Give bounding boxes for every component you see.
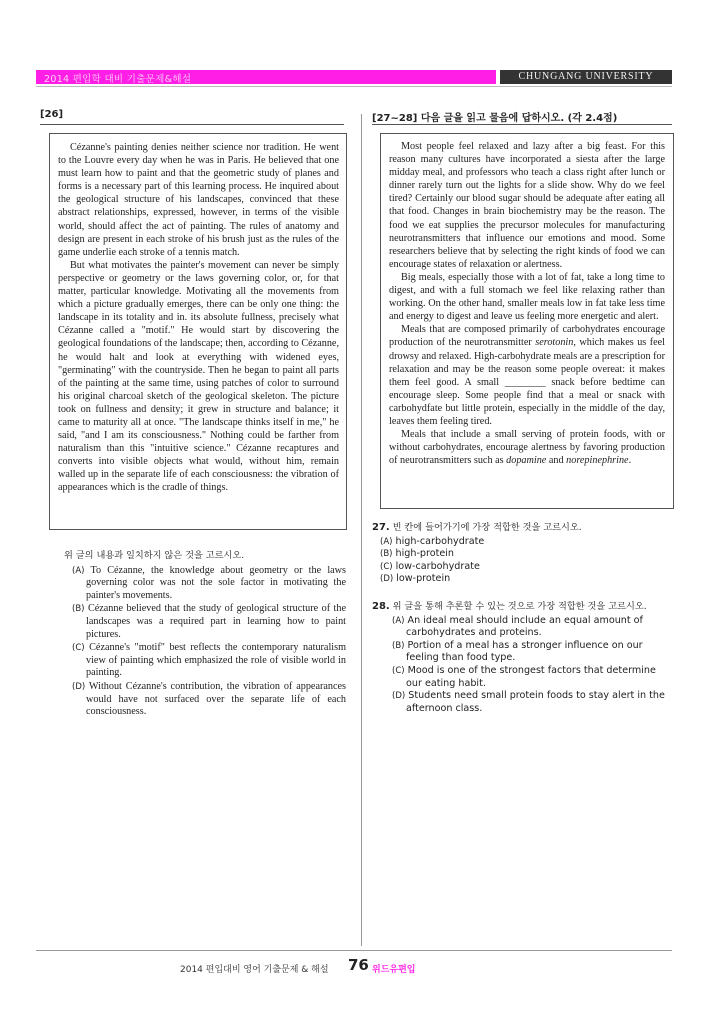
- term-serotonin: serotonin: [535, 337, 574, 349]
- passage-box-27-28: [380, 133, 674, 509]
- header-title: 2014 편입학 대비 기출문제&해설: [44, 74, 192, 85]
- passage-paragraph: Big meals, especially those with a lot of fat, take a long time to digest, and with a full stomach we feel like relaxing rather than working. On the other hand, smaller meals low in fat take less time and energy to digest and leave us feeling more energetic and alert.: [389, 271, 665, 323]
- answer-option-a[interactable]: (A) An ideal meal should include an equal amount of carbohydrates and proteins.: [392, 614, 643, 639]
- passage-text: [389, 140, 665, 467]
- answer-option-c[interactable]: (C) Mood is one of the strongest factors that determine our eating habit.: [392, 664, 656, 689]
- question-27: [372, 522, 672, 586]
- question-26: [64, 550, 346, 719]
- footer-publisher: 위드유편입: [372, 965, 416, 975]
- answer-option-b[interactable]: (B) Cézanne believed that the study of geological structure of the landscapes was a required part in learning how to paint pictures.: [72, 603, 346, 640]
- section-label-27-28: [27~28] 다음 글을 읽고 물음에 답하시오. (각 2.4점): [372, 113, 618, 124]
- section-label-26: [26]: [40, 109, 64, 120]
- passage-paragraph: Meals that include a small serving of protein foods, with or without carbohydrates, encourage alertness by favoring production of neurotransmitters such as dopamine and norepinephrine.: [389, 429, 665, 467]
- answer-option-d[interactable]: (D) low-protein: [380, 573, 451, 585]
- term-norepinephrine: norepinephrine: [566, 455, 629, 467]
- column-divider: [361, 114, 362, 946]
- section-underline-left: [40, 124, 344, 125]
- answer-option-d[interactable]: (D) Without Cézanne's contribution, the vibration of appearances would have not surfaced over the separate life of each consciousness.: [72, 680, 346, 718]
- passage-box-26: [49, 133, 347, 530]
- university-banner: [500, 70, 672, 84]
- answer-option-b[interactable]: (B) high-protein: [380, 548, 455, 560]
- section-underline-right: [372, 124, 672, 125]
- term-dopamine: dopamine: [506, 455, 547, 467]
- question-28: [372, 601, 672, 715]
- header-title-bar: [36, 70, 496, 84]
- passage-text: [58, 141, 339, 495]
- answer-option-a[interactable]: (A) To Cézanne, the knowledge about geometry or the laws governing color was not the sole factor in motivating the painter's movements.: [72, 564, 346, 601]
- question-number: 28.: [372, 601, 390, 612]
- answer-option-d[interactable]: (D) Students need small protein foods to stay alert in the afternoon class.: [392, 690, 665, 714]
- answer-option-a[interactable]: (A) high-carbohydrate: [380, 535, 485, 547]
- passage-paragraph: But what motivates the painter's movement can never be simply perspective or geometry or the laws governing color, or, for that matter, particular knowledge. Motivating all the movements from which a picture gradually emerges, there can be only one thing: the landscape in its totality and in. its absolute fullness, precisely what Cézanne called a "motif." He would start by discovering the geological foundations of the landscape; then, according to Cézanne, he would halt and look at everything with widened eyes, "germinating" with the countryside. Then he began to paint all parts of the painting at the same time, using patches of color to surround his original charcoal sketch of the geological skeleton. The picture took on fullness and density; it grew in structure and balance; it came to maturity all at once. "The landscape thinks itself in me," he said, "and I am its consciousness." Nothing could be farther from naturalism than this "intuitive science." Cézanne recaptures and converts into visible objects what would, without him, remain walled up in the separate life of each consciousness: the vibration of appearances which is the cradle of things.: [58, 259, 339, 494]
- question-stem: 위 글의 내용과 일치하지 않은 것을 고르시오.: [64, 550, 245, 561]
- blank-space: ________: [504, 376, 546, 388]
- footer-book-title: 2014 편입대비 영어 기출문제 & 해설: [180, 965, 329, 975]
- answer-option-c[interactable]: (C) low-carbohydrate: [380, 560, 480, 572]
- question-stem: 위 글을 통해 추론할 수 있는 것으로 가장 적합한 것을 고르시오.: [392, 601, 647, 612]
- passage-paragraph: Most people feel relaxed and lazy after a big feast. For this reason many cultures have incorporated a siesta after the large midday meal, and professors who teach a class right after lunch or dinner rarely turn out the lights for a slide show. Why do we feel tired? Certainly our blood sugar should be adequate after eating all that food. Changes in brain biochemistry may be the reason. The food we eat supplies the precursor molecules for manufacturing neurotransmitters that influence our emotions and mood. Some researchers believe that by selecting the right kinds of food we can encourage states of relaxation or alertness.: [389, 141, 665, 270]
- footer-divider: [36, 950, 672, 951]
- page-number: 76: [348, 956, 369, 974]
- answer-option-c[interactable]: (C) Cézanne's "motif" best reflects the contemporary naturalism view of painting which emphasized the role of visible world in painting.: [72, 642, 347, 679]
- question-stem: 빈 칸에 들어가기에 가장 적합한 것을 고르시오.: [392, 522, 582, 533]
- passage-paragraph: Cézanne's painting denies neither science nor tradition. He went to the Louvre every day when he was in Paris. He believed that one must learn how to paint and that the geometric study of planes and forms is a necessary part of this learning process. He inquired about the geological structure of his landscapes, convinced that these abstract relationships, expressed, however, in terms of the visible world, should affect the act of painting. The rules of anatomy and design are present in each stroke of his brush just as the rules of the game underlie each stroke of a tennis match.: [58, 142, 339, 258]
- answer-option-b[interactable]: (B) Portion of a meal has a stronger influence on our feeling than food type.: [392, 639, 643, 664]
- passage-paragraph: Meals that are composed primarily of carbohydrates encourage production of the neurotransmitter serotonin, which makes us feel drowsy and relaxed. High-carbohydrate meals are a prescription for relaxation and may be the reason some people overeat: it makes them feel good. A small ________ snack before bedtime can encourage sleep. Some people find that a meal or snack with carbohydfate but little protein, especially in the middle of the day, leaves them feeling tired.: [389, 324, 665, 427]
- question-number: 27.: [372, 522, 390, 533]
- header-divider: [36, 86, 672, 87]
- university-name: CHUNGANG UNIVERSITY: [518, 71, 654, 82]
